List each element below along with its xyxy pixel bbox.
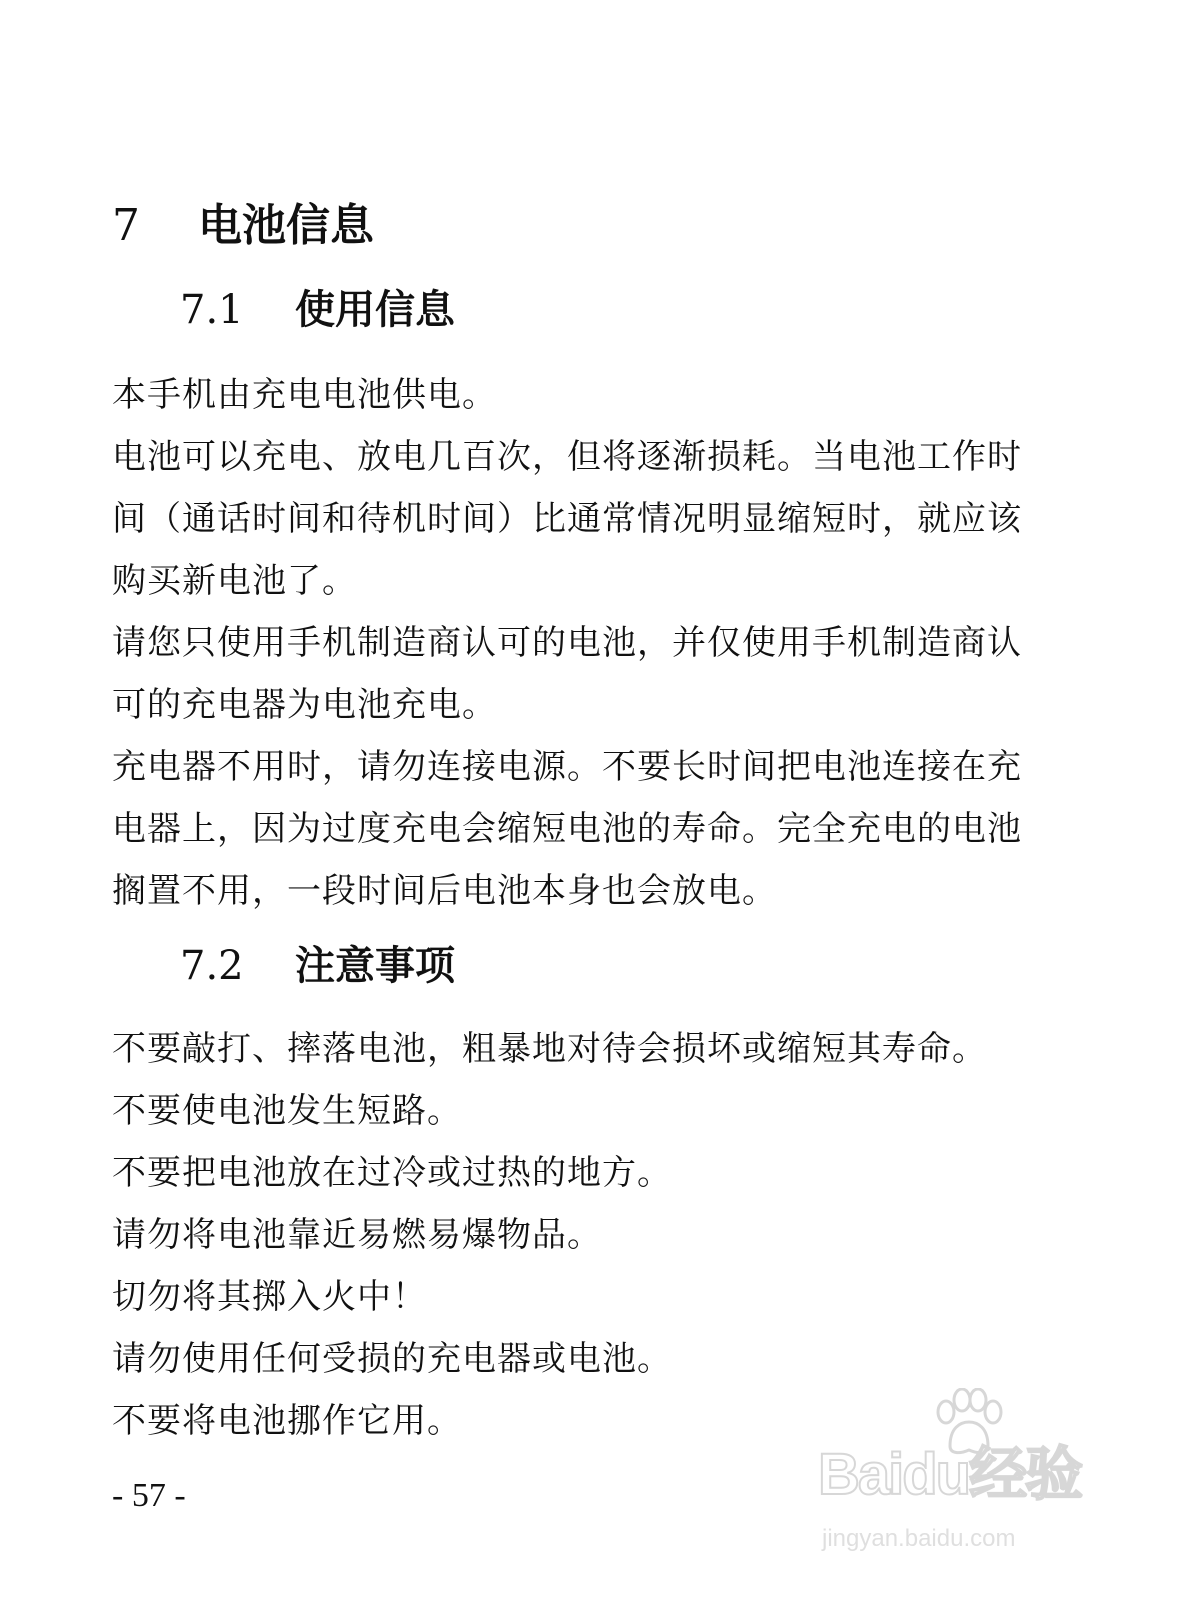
section-7-2-body [112,1018,1042,1452]
section-title: 注意事项 [295,942,455,989]
paragraph: 本手机由充电电池供电。 [112,375,497,415]
section-heading-7-1 [180,282,455,338]
paragraph: 不要把电池放在过冷或过热的地方。 [112,1153,672,1193]
watermark-url: jingyan.baidu.com [822,1525,1016,1552]
section-title: 使用信息 [295,286,455,333]
paragraph: 切勿将其掷入火中！ [112,1277,427,1317]
paragraph: 不要敲打、摔落电池，粗暴地对待会损坏或缩短其寿命。 [112,1029,987,1069]
paragraph: 电池可以充电、放电几百次，但将逐渐损耗。当电池工作时间（通话时间和待机时间）比通常情况明显缩短时，就应该购买新电池了。 [112,437,1022,601]
section-number: 7.1 [180,287,244,333]
paragraph: 不要将电池挪作它用。 [112,1401,462,1441]
paragraph: 不要使电池发生短路。 [112,1091,462,1131]
chapter-title: 电池信息 [198,200,374,251]
chapter-heading [112,196,374,256]
page-number: - 57 - [112,1477,186,1514]
section-heading-7-2 [180,938,455,994]
chapter-number: 7 [112,200,140,251]
watermark-brand: Baidu经验 [818,1442,1082,1507]
paragraph: 请您只使用手机制造商认可的电池，并仅使用手机制造商认可的充电器为电池充电。 [112,623,1022,725]
baidu-watermark [818,1388,1088,1578]
section-number: 7.2 [180,943,244,989]
paragraph: 充电器不用时，请勿连接电源。不要长时间把电池连接在充电器上，因为过度充电会缩短电池的寿命。完全充电的电池搁置不用，一段时间后电池本身也会放电。 [112,747,1022,911]
section-7-1-body [112,364,1042,922]
paragraph: 请勿将电池靠近易燃易爆物品。 [112,1215,602,1255]
paragraph: 请勿使用任何受损的充电器或电池。 [112,1339,672,1379]
